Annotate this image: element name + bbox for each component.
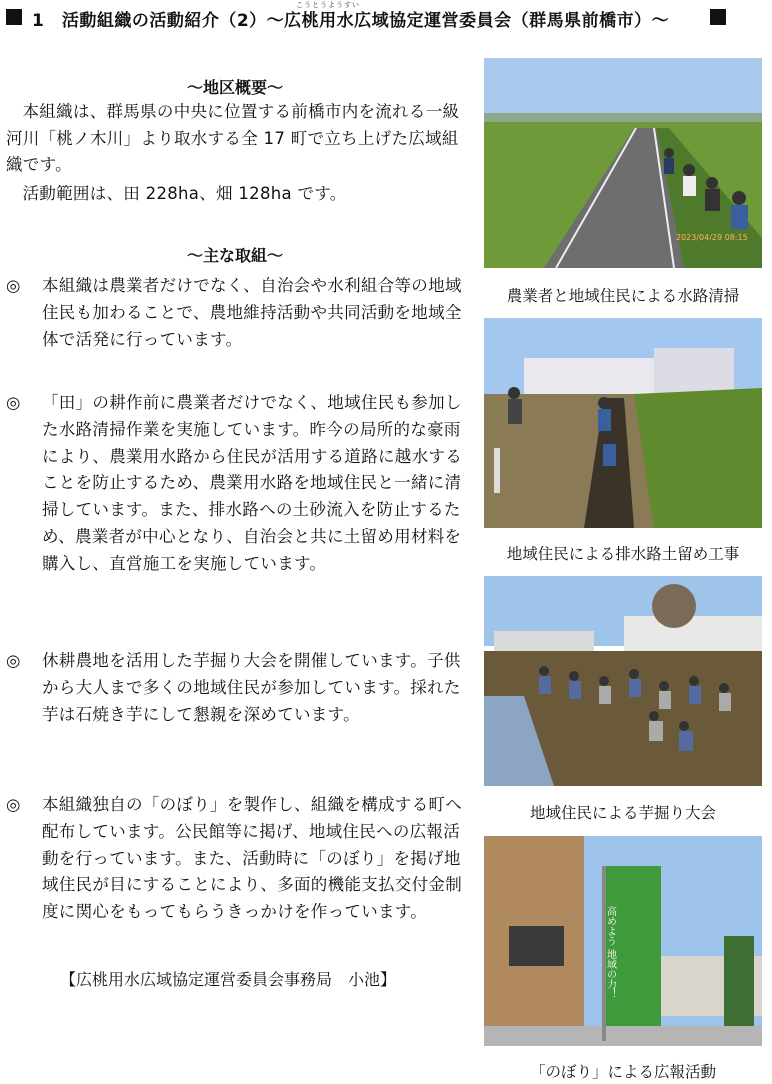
header-square-right <box>710 9 726 25</box>
photo-caption: 農業者と地域住民による水路清掃 <box>506 287 740 305</box>
header-number: 1 <box>32 11 45 31</box>
signature: 【広桃用水広域協定運営委員会事務局 小池】 <box>60 970 397 989</box>
photo-drainage-works <box>484 318 762 528</box>
activities-heading: ～主な取組～ <box>186 246 283 265</box>
bullet-marker: ◎ <box>6 393 21 412</box>
activity-text: 休耕農地を活用した芋掘り大会を開催しています。子供から大人まで多くの地域住民が参加しています。採れた芋は石焼き芋にして懇親を深めています。 <box>42 651 461 724</box>
activity-item <box>6 273 468 353</box>
activity-item <box>6 792 468 926</box>
bullet-marker: ◎ <box>6 651 21 670</box>
page-header <box>6 0 766 34</box>
activity-text: 本組織は農業者だけでなく、自治会や水利組合等の地域住民も加わることで、農地維持活動や共同活動を地域全体で活発に行っています。 <box>42 276 462 349</box>
overview-heading: ～地区概要～ <box>186 78 283 97</box>
header-ruby: こうとうようすい <box>296 1 360 9</box>
activity-text: 「田」の耕作前に農業者だけでなく、地域住民も参加した水路清掃作業を実施しています。昨今の局所的な豪雨により、農業用水路から住民が活用する道路に越水することを防止するため、農業用水路を地域住民と一緒に清掃しています。また、排水路への土砂流入を防止するため、農業者が中心となり、自治会と共に土留め用材料を購入し、直営施工を実施しています。 <box>42 393 462 573</box>
photo-caption: 地域住民による芋掘り大会 <box>529 804 716 822</box>
overview-paragraph-2: 活動範囲は、田 228ha、畑 128ha です。 <box>22 184 347 203</box>
photo-caption: 「のぼり」による広報活動 <box>529 1063 716 1081</box>
photo-timestamp: 2023/04/29 08:15 <box>676 233 748 242</box>
bullet-marker: ◎ <box>6 276 21 295</box>
activity-item <box>6 390 468 578</box>
photo-banner-outreach <box>484 836 762 1046</box>
photo-canal-cleaning <box>484 58 762 268</box>
banner-text: 高めよう 地域の力！ <box>604 906 616 1000</box>
photo-caption: 地域住民による排水路土留め工事 <box>506 545 740 563</box>
activity-text: 本組織独自の「のぼり」を製作し、組織を構成する町へ配布しています。公民館等に掲げ、地域住民への広報活動を行っています。また、活動時に「のぼり」を掲げ地域住民が目にすることにより、多面的機能支払交付金制度に関心をもってもらうきっかけを作っています。 <box>42 795 462 922</box>
header-square-left <box>6 9 22 25</box>
activity-item <box>6 648 468 728</box>
photo-potato-digging <box>484 576 762 786</box>
overview-paragraph-1: 本組織は、群馬県の中央に位置する前橋市内を流れる一級河川「桃ノ木川」より取水する全 17 町で立ち上げた広域組織です。 <box>6 102 460 174</box>
header-title-text: 活動組織の活動紹介（2）～広桃用水広域協定運営委員会（群馬県前橋市）～ <box>61 11 670 31</box>
bullet-marker: ◎ <box>6 795 21 814</box>
